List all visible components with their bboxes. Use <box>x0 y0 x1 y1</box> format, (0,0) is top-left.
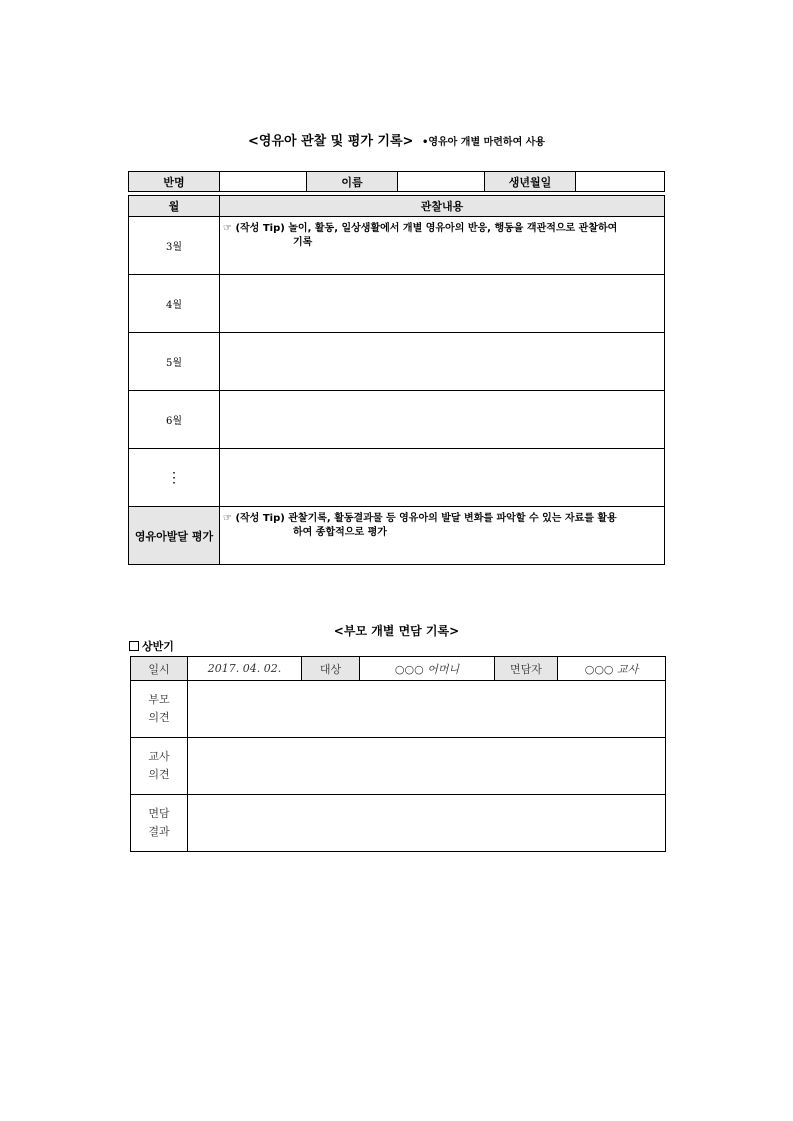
observation-content-cell[interactable] <box>220 275 665 333</box>
observation-content-cell[interactable] <box>220 333 665 391</box>
birthdate-label: 생년월일 <box>485 172 576 192</box>
table-row <box>129 217 665 275</box>
meeting-title: <부모 개별 면담 기록> <box>333 624 460 638</box>
observation-title-block <box>0 130 793 149</box>
tip-text-line1: ☞ (작성 Tip) 놀이, 활동, 일상생활에서 개별 영유아의 반응, 행동을 객관적으로 관찰하여 <box>223 223 618 234</box>
development-eval-label: 영유아발달 평가 <box>129 507 220 565</box>
content-column-header: 관찰내용 <box>220 196 665 217</box>
row-label-line2: 의견 <box>148 768 170 781</box>
target-label: 대상 <box>302 657 360 681</box>
ellipsis-label: ⋮ <box>129 449 220 507</box>
eval-tip-line1: ☞ (작성 Tip) 관찰기록, 활동결과물 등 영유아의 발달 변화를 파악할 수 있는 자료를 활용 <box>223 513 617 524</box>
row-label-line1: 부모 <box>148 693 170 706</box>
interviewer-value[interactable]: ○○○ 교사 <box>558 657 666 681</box>
observation-title: <영유아 관찰 및 평가 기록> <box>247 134 414 149</box>
table-row <box>129 333 665 391</box>
parent-opinion-label <box>131 681 188 738</box>
class-name-label: 반명 <box>129 172 220 192</box>
row-label-line1: 면담 <box>148 807 170 820</box>
interviewer-label: 면담자 <box>495 657 558 681</box>
month-label: 3월 <box>129 217 220 275</box>
date-label: 일시 <box>131 657 188 681</box>
meeting-result-field[interactable] <box>188 795 666 852</box>
target-value[interactable]: ○○○ 어머니 <box>360 657 495 681</box>
parent-opinion-field[interactable] <box>188 681 666 738</box>
table-row <box>131 738 666 795</box>
observation-table <box>128 195 665 565</box>
observation-content-cell[interactable] <box>220 391 665 449</box>
half-year-heading <box>129 638 174 654</box>
table-row <box>129 275 665 333</box>
observation-content-cell[interactable] <box>220 217 665 275</box>
meeting-table <box>130 656 666 852</box>
observation-note: •영유아 개별 마련하여 사용 <box>421 137 546 148</box>
development-eval-cell[interactable] <box>220 507 665 565</box>
month-label: 6월 <box>129 391 220 449</box>
row-label-line2: 의견 <box>148 711 170 724</box>
teacher-opinion-field[interactable] <box>188 738 666 795</box>
half-year-label: 상반기 <box>142 640 174 653</box>
child-name-field[interactable] <box>398 172 485 192</box>
row-label-line1: 교사 <box>148 750 170 763</box>
table-row <box>131 795 666 852</box>
child-info-table <box>128 171 665 192</box>
month-column-header: 월 <box>129 196 220 217</box>
date-value[interactable]: 2017. 04. 02. <box>188 657 302 681</box>
table-row <box>129 391 665 449</box>
checkbox-icon <box>129 641 139 651</box>
table-row <box>129 507 665 565</box>
eval-tip-line2: 하여 종합적으로 평가 <box>293 527 387 538</box>
birthdate-field[interactable] <box>576 172 665 192</box>
month-label: 5월 <box>129 333 220 391</box>
teacher-opinion-label <box>131 738 188 795</box>
child-name-label: 이름 <box>307 172 398 192</box>
class-name-field[interactable] <box>220 172 307 192</box>
table-row <box>131 681 666 738</box>
observation-content-cell[interactable] <box>220 449 665 507</box>
tip-text-line2: 기록 <box>293 237 313 248</box>
row-label-line2: 결과 <box>148 825 170 838</box>
month-label: 4월 <box>129 275 220 333</box>
table-row <box>129 449 665 507</box>
meeting-result-label <box>131 795 188 852</box>
